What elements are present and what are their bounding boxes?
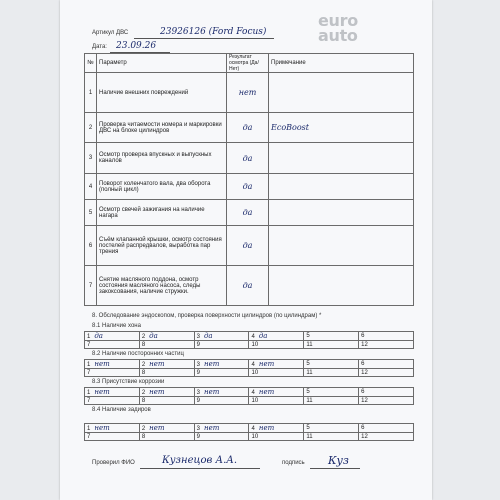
result-value: да — [242, 241, 253, 250]
result-value: да — [242, 182, 253, 191]
grid-8-3: 1 нет 2 нет 3 нет 4 нет 5 6 7 8 9 10 11 12 — [84, 387, 414, 405]
section-8-1-title: 8.1 Наличие хона — [92, 323, 141, 329]
col-result-header: Результат осмотра (Да/Нет) — [227, 54, 269, 73]
date-label: Дата: — [92, 44, 107, 50]
date-value: 23.09.26 — [116, 41, 157, 51]
col-num-header: № — [85, 54, 97, 73]
signature-label: подпись — [282, 460, 305, 466]
checked-by-value: Кузнецов А.А. — [162, 455, 237, 466]
note-value: EcoBoost — [271, 123, 309, 132]
result-value: да — [242, 123, 253, 132]
table-row: 6 Съём клапанной крышки, осмотр состояния постелей распредвалов, выработка пар трения да — [85, 226, 414, 266]
table-row: 2 Проверка читаемости номера и маркировки ДВС на блоке цилиндров да EcoBoost — [85, 113, 414, 143]
grid-8-4: 1 нет 2 нет 3 нет 4 нет 5 6 7 8 9 10 11 12 — [84, 423, 414, 441]
euroauto-logo: euro auto — [318, 11, 358, 45]
table-row: 5 Осмотр свечей зажигания на наличие нагара да — [85, 200, 414, 226]
result-value: да — [242, 153, 253, 163]
table-row: 3 Осмотр проверка впускных и выпускных каналов да — [85, 143, 414, 174]
section-8-2-title: 8.2 Наличие посторонних частиц — [92, 351, 184, 357]
inspection-table — [84, 53, 414, 306]
grid-8-2: 1 нет 2 нет 3 нет 4 нет 5 6 7 8 9 10 11 12 — [84, 359, 414, 377]
col-note-header: Примечание — [269, 54, 414, 73]
table-row: 7 Снятие масляного поддона, осмотр состояния масляного насоса, следы закоксования, наличие стружки. да — [85, 266, 414, 306]
article-value: 23926126 (Ford Focus) — [160, 27, 267, 37]
result-value: да — [242, 281, 253, 290]
signature: Куз — [328, 454, 349, 467]
checked-by-label: Проверил ФИО — [92, 460, 135, 466]
result-value: нет — [238, 88, 257, 97]
table-row: 4 Поворот коленчатого вала, два оборота (полный цикл) да — [85, 174, 414, 200]
col-param-header: Параметр — [97, 54, 227, 73]
grid-8-1: 1 да 2 да 3 да 4 да 5 6 7 8 9 10 11 12 — [84, 331, 414, 349]
result-value: да — [242, 208, 253, 217]
section-8-title: 8. Обследование эндоскопом, проверка поверхности цилиндров (по цилиндрам) * — [92, 313, 322, 319]
article-label: Артикул ДВС — [92, 30, 129, 36]
section-8-3-title: 8.3 Присутствие коррозии — [92, 379, 165, 385]
section-8-4-title: 8.4 Наличие задиров — [92, 407, 151, 413]
table-row: 1 Наличие внешних повреждений нет — [85, 73, 414, 113]
